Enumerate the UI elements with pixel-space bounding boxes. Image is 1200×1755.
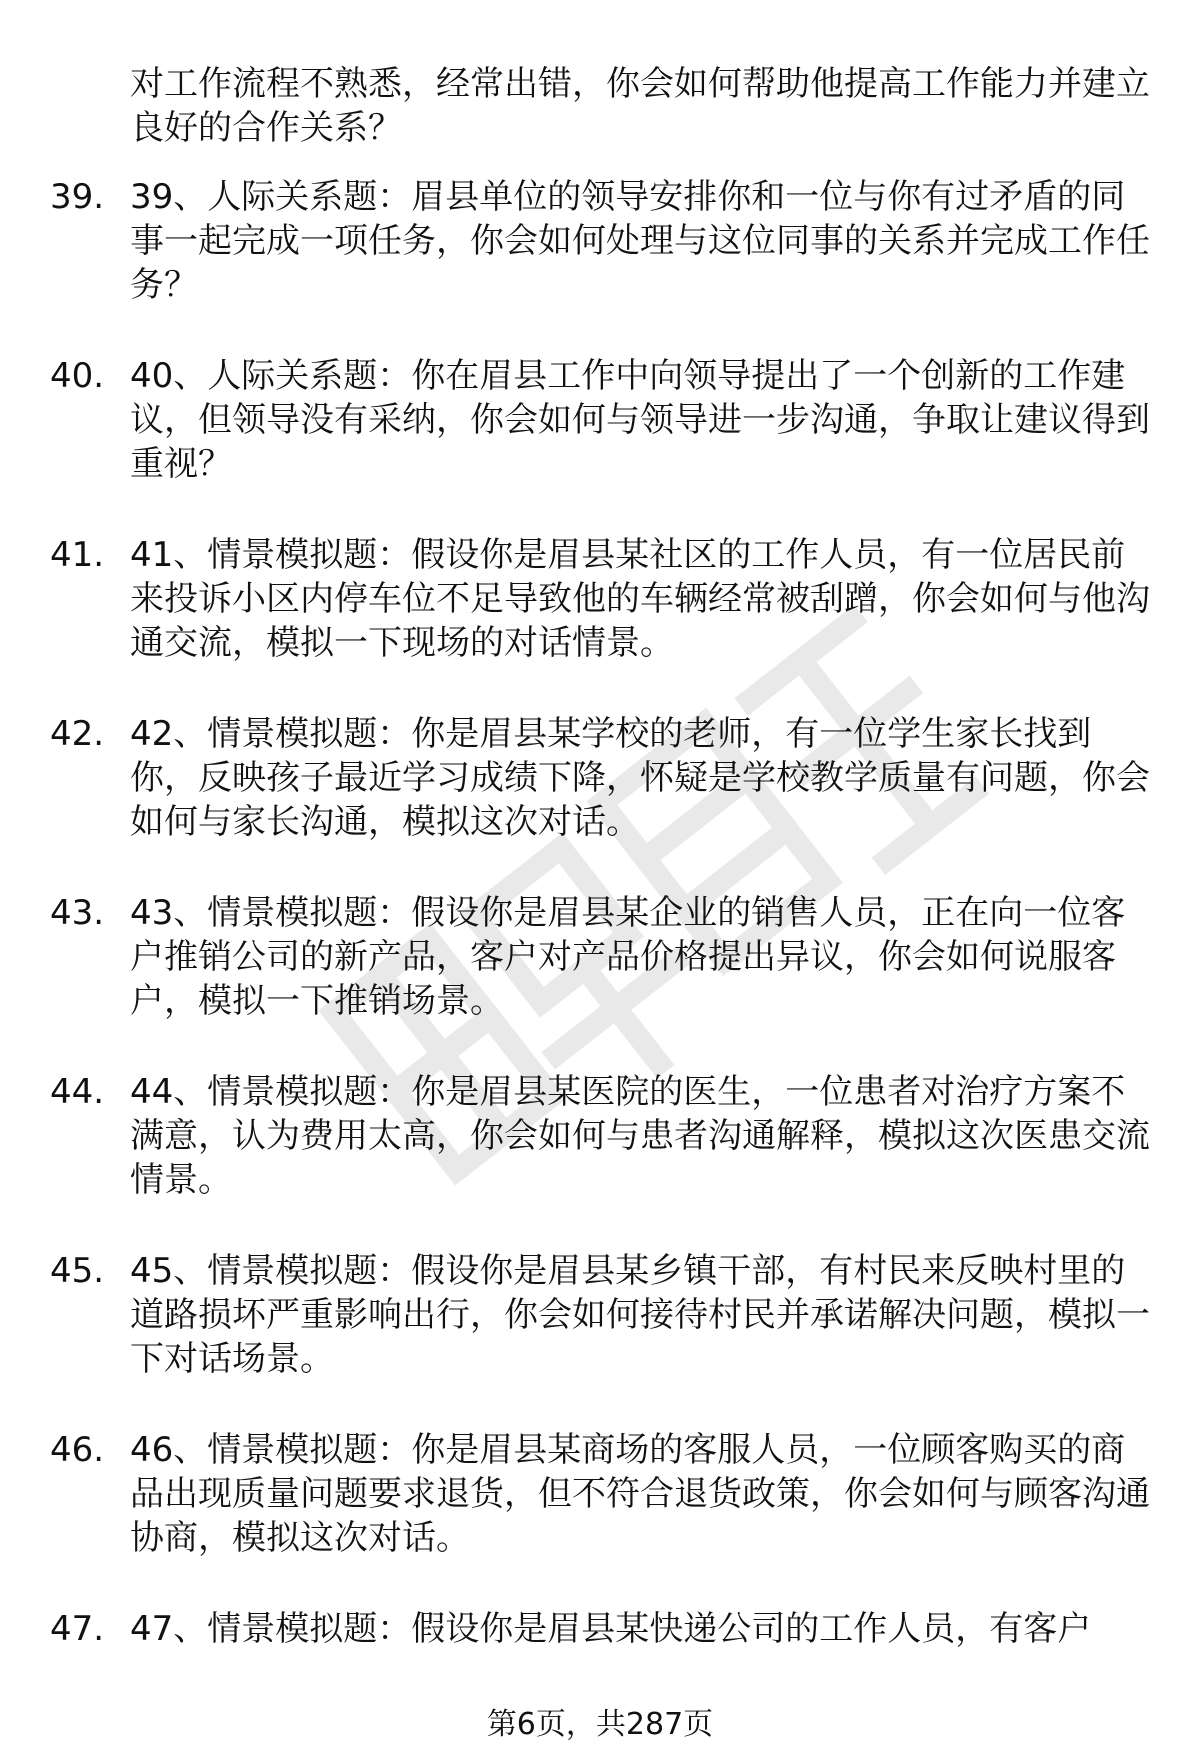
item-number: 40. bbox=[50, 356, 105, 396]
item-number: 43. bbox=[50, 893, 105, 933]
list-item bbox=[0, 533, 1200, 665]
item-number: 47. bbox=[50, 1609, 105, 1649]
list-item bbox=[0, 712, 1200, 844]
item-number: 45. bbox=[50, 1251, 105, 1291]
item-text: 43、情景模拟题：假设你是眉县某企业的销售人员，正在向一位客户推销公司的新产品，客户对产品价格提出异议，你会如何说服客户，模拟一下推销场景。 bbox=[130, 893, 1126, 1021]
item-text: 40、人际关系题：你在眉县工作中向领导提出了一个创新的工作建议，但领导没有采纳，你会如何与领导进一步沟通，争取让建议得到重视？ bbox=[130, 356, 1150, 484]
item-text: 47、情景模拟题：假设你是眉县某快递公司的工作人员，有客户 bbox=[130, 1609, 1092, 1649]
list-item bbox=[0, 1070, 1200, 1202]
item-text: 41、情景模拟题：假设你是眉县某社区的工作人员，有一位居民前来投诉小区内停车位不足导致他的车辆经常被刮蹭，你会如何与他沟通交流，模拟一下现场的对话情景。 bbox=[130, 535, 1150, 663]
item-number: 39. bbox=[50, 177, 105, 217]
list-item bbox=[0, 1249, 1200, 1381]
item-text: 42、情景模拟题：你是眉县某学校的老师，有一位学生家长找到你，反映孩子最近学习成绩下降，怀疑是学校教学质量有问题，你会如何与家长沟通，模拟这次对话。 bbox=[130, 714, 1150, 842]
continuation-text: 对工作流程不熟悉，经常出错，你会如何帮助他提高工作能力并建立良好的合作关系？ bbox=[130, 64, 1150, 148]
list-item bbox=[0, 1607, 1200, 1651]
list-item bbox=[0, 175, 1200, 307]
item-text: 45、情景模拟题：假设你是眉县某乡镇干部，有村民来反映村里的道路损坏严重影响出行，你会如何接待村民并承诺解决问题，模拟一下对话场景。 bbox=[130, 1251, 1150, 1379]
item-text: 44、情景模拟题：你是眉县某医院的医生，一位患者对治疗方案不满意，认为费用太高，你会如何与患者沟通解释，模拟这次医患交流情景。 bbox=[130, 1072, 1150, 1200]
item-number: 46. bbox=[50, 1430, 105, 1470]
item-number: 41. bbox=[50, 535, 105, 575]
list-item bbox=[0, 891, 1200, 1023]
item-text: 46、情景模拟题：你是眉县某商场的客服人员，一位顾客购买的商品出现质量问题要求退货，但不符合退货政策，你会如何与顾客沟通协商，模拟这次对话。 bbox=[130, 1430, 1150, 1558]
item-text: 39、人际关系题：眉县单位的领导安排你和一位与你有过矛盾的同事一起完成一项任务，你会如何处理与这位同事的关系并完成工作任务？ bbox=[130, 177, 1150, 305]
question-list bbox=[0, 175, 1200, 1698]
item-number: 42. bbox=[50, 714, 105, 754]
list-item bbox=[0, 1428, 1200, 1560]
page-footer: 第6页，共287页 bbox=[486, 1707, 714, 1742]
item-number: 44. bbox=[50, 1072, 105, 1112]
list-item bbox=[0, 354, 1200, 486]
